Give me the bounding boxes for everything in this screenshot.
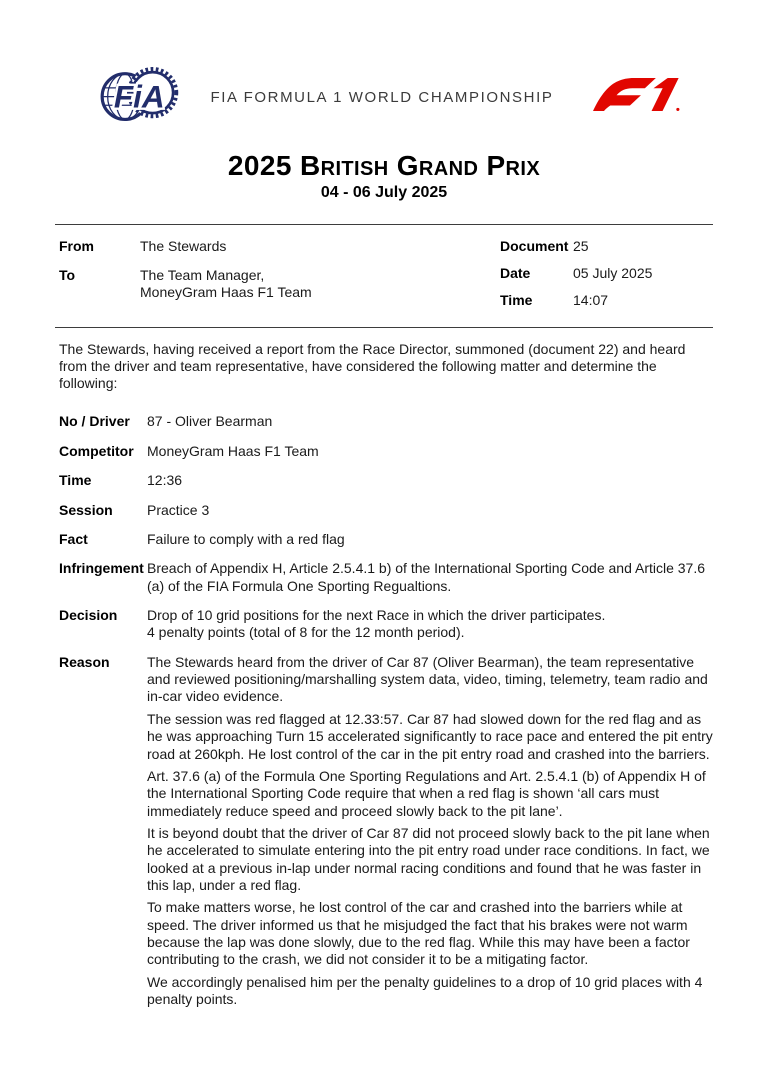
championship-title: FIA FORMULA 1 WORLD CHAMPIONSHIP — [210, 88, 554, 106]
time-field-value: 12:36 — [147, 472, 183, 489]
document-header — [55, 58, 713, 136]
from-value: The Stewards — [140, 238, 227, 254]
field-row-fact — [59, 531, 713, 548]
reason-label: Reason — [59, 653, 110, 670]
time-value: 14:07 — [573, 292, 609, 309]
fia-logo-text: FiA — [113, 78, 165, 115]
to-value-line2: MoneyGram Haas F1 Team — [140, 284, 312, 301]
meta-left-column — [59, 238, 500, 309]
time-label: Time — [500, 292, 533, 309]
reason-paragraph: To make matters worse, he lost control of the car and crashed into the barriers while at speed. The driver informed us that he misjudged the fact that his brakes were not warm because the lap was done slowly, due to the red flag. While this may have been a factor contributing to the crash, we did not consider it to be a mitigating factor. — [147, 899, 690, 968]
no-driver-value: 87 - Oliver Bearman — [147, 413, 273, 430]
competitor-label: Competitor — [59, 442, 134, 459]
infringement-label: Infringement — [59, 560, 144, 577]
session-label: Session — [59, 501, 113, 518]
reason-paragraph: The session was red flagged at 12.33:57. Car 87 had slowed down for the red flag and as he was approaching Turn 15 accelerated significantly to race pace and entered the pit entry road at 260kph. He lost control of the car in the pit entry road and crashed into the barriers. — [147, 710, 713, 762]
fact-label: Fact — [59, 530, 88, 547]
meta-right-column — [500, 238, 713, 309]
f1-logo-icon — [593, 77, 681, 112]
fia-globe-gear-icon — [99, 59, 181, 131]
to-value — [140, 267, 500, 301]
title-block — [55, 150, 713, 202]
reason-paragraph: It is beyond doubt that the driver of Car 87 did not proceed slowly back to the pit lane when he accelerated to simulate entering into the pit entry road under race conditions. In fact, we looked at a previous in-lap under normal racing conditions and found that he was faster in this lap, under a red flag. — [147, 824, 710, 894]
document-value: 25 — [573, 238, 589, 254]
intro-paragraph: The Stewards, having received a report from the Race Director, summoned (document 22) and heard from the driver and team representative, have considered the following matter and determine the following: — [59, 341, 686, 392]
fact-value: Failure to comply with a red flag — [147, 530, 345, 547]
session-value: Practice 3 — [147, 501, 210, 518]
competitor-value: MoneyGram Haas F1 Team — [147, 442, 319, 459]
fia-logo — [99, 59, 181, 136]
no-driver-label: No / Driver — [59, 413, 130, 430]
event-dates: 04 - 06 July 2025 — [320, 184, 448, 201]
field-row-no-driver — [59, 413, 713, 430]
reason-value — [147, 654, 713, 1009]
field-row-decision — [59, 607, 713, 642]
date-value: 05 July 2025 — [573, 265, 653, 282]
decision-line2: 4 penalty points (total of 8 for the 12 month period). — [147, 624, 465, 641]
reason-paragraph: The Stewards heard from the driver of Car 87 (Oliver Bearman), the team representative and reviewed positioning/marshalling system data, video, timing, telemetry, team radio and in-car video evidence. — [147, 653, 708, 705]
decision-value — [147, 607, 713, 642]
field-row-reason — [59, 654, 713, 1009]
event-title: 2025 British Grand Prix — [227, 150, 541, 181]
decision-fields — [59, 413, 713, 1008]
reason-paragraph: We accordingly penalised him per the penalty guidelines to a drop of 10 grid places with 4 penalty points. — [147, 973, 703, 1008]
field-row-time — [59, 472, 713, 489]
f1-logo — [593, 77, 681, 117]
document-label: Document — [500, 238, 569, 254]
decision-label: Decision — [59, 606, 118, 623]
time-field-label: Time — [59, 472, 92, 489]
date-label: Date — [500, 265, 531, 282]
to-value-line1: The Team Manager, — [140, 267, 265, 284]
to-label: To — [59, 267, 76, 284]
infringement-value: Breach of Appendix H, Article 2.5.4.1 b) of the International Sporting Code and Article 37.6 (a) of the FIA Formula One Sporting Regualtions. — [147, 560, 706, 594]
field-row-session — [59, 502, 713, 519]
field-row-infringement — [59, 560, 713, 595]
decision-line1: Drop of 10 grid positions for the next Race in which the driver participates. — [147, 606, 606, 623]
meta-table — [55, 224, 713, 328]
from-label: From — [59, 238, 94, 254]
reason-paragraph: Art. 37.6 (a) of the Formula One Sporting Regulations and Art. 2.5.4.1 (b) of Appendix H of the International Sporting Code require that when a red flag is shown ‘all cars must immediately reduce speed and proceed slowly back to the pit lane’. — [147, 767, 706, 819]
field-row-competitor — [59, 443, 713, 460]
